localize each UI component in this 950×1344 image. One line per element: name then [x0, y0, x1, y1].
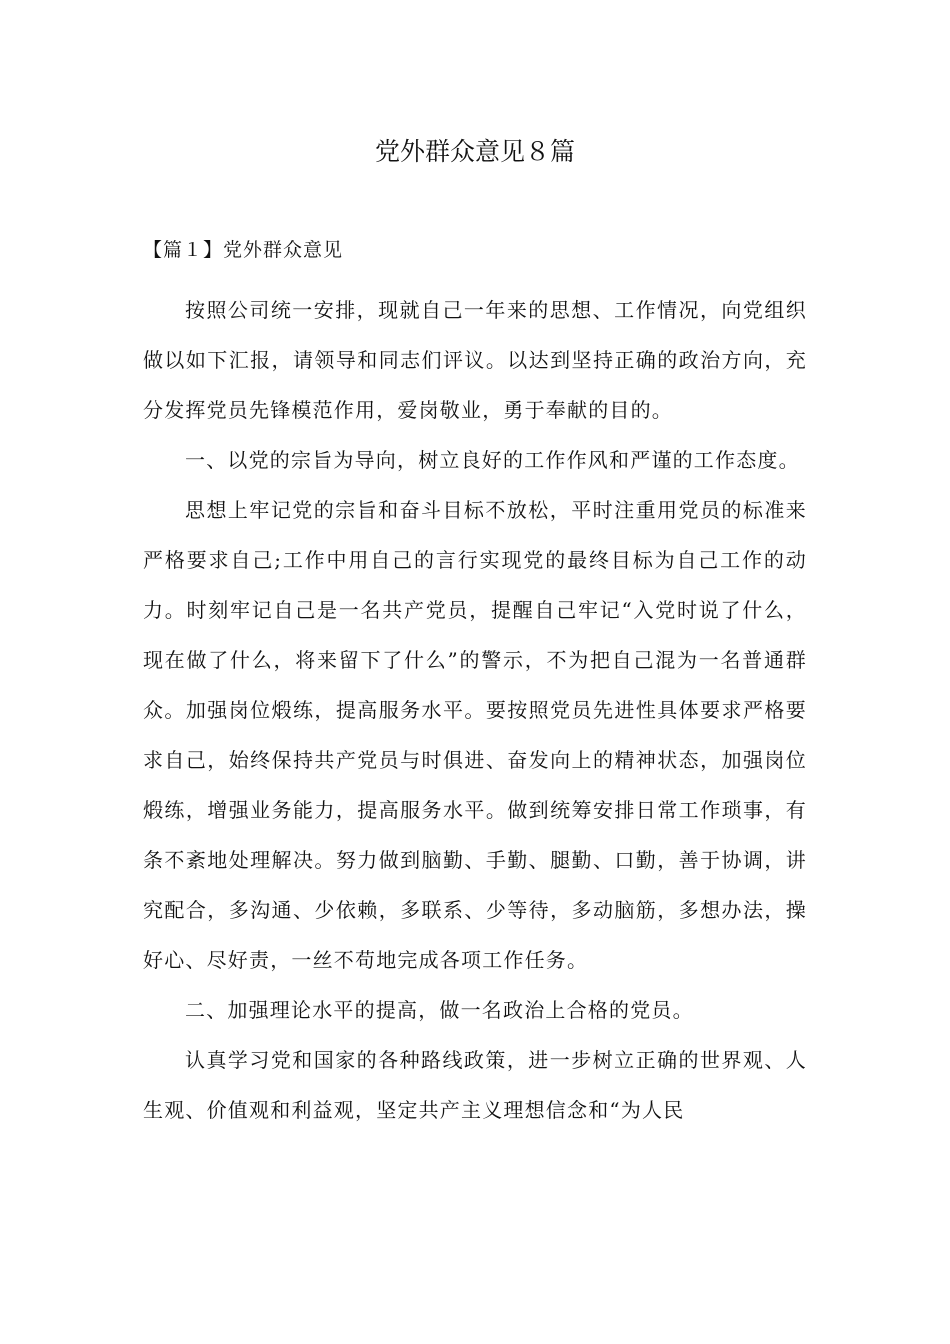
document-body — [143, 285, 807, 1135]
paragraph-point-two-heading: 二、加强理论水平的提高，做一名政治上合格的党员。 — [185, 998, 694, 1022]
document-title: 党外群众意见８篇 — [374, 137, 575, 166]
paragraph-intro: 按照公司统一安排，现就自己一年来的思想、工作情况，向党组织做以如下汇报，请领导和同志们评议。以达到坚持正确的政治方向，充分发挥党员先锋模范作用，爱岗敬业，勇于奉献的目的。 — [143, 298, 807, 422]
paragraph-point-one-body: 思想上牢记党的宗旨和奋斗目标不放松，平时注重用党员的标准来严格要求自己;工作中用自己的言行实现党的最终目标为自己工作的动力。时刻牢记自己是一名共产党员，提醒自己牢记“入党时说了什么，现在做了什么，将来留下了什么”的警示，不为把自己混为一名普通群众。加强岗位煅练，提高服务水平。要按照党员先进性具体要求严格要求自己，始终保持共产党员与时俱进、奋发向上的精神状态，加强岗位煅练，增强业务能力，提高服务水平。做到统筹安排日常工作琐事，有条不紊地处理解决。努力做到脑勤、手勤、腿勤、口勤，善于协调，讲究配合，多沟通、少依赖，多联系、少等待，多动脑筋，多想办法，操好心、尽好责，一丝不苟地完成各项工作任务。 — [143, 498, 807, 972]
paragraph-point-one-heading: 一、以党的宗旨为导向，树立良好的工作作风和严谨的工作态度。 — [185, 448, 800, 472]
paragraph-point-two-body: 认真学习党和国家的各种路线政策，进一步树立正确的世界观、人生观、价值观和利益观，坚定共产主义理想信念和“为人民 — [143, 1048, 807, 1122]
section-heading: 【篇１】党外群众意见 — [143, 239, 344, 261]
